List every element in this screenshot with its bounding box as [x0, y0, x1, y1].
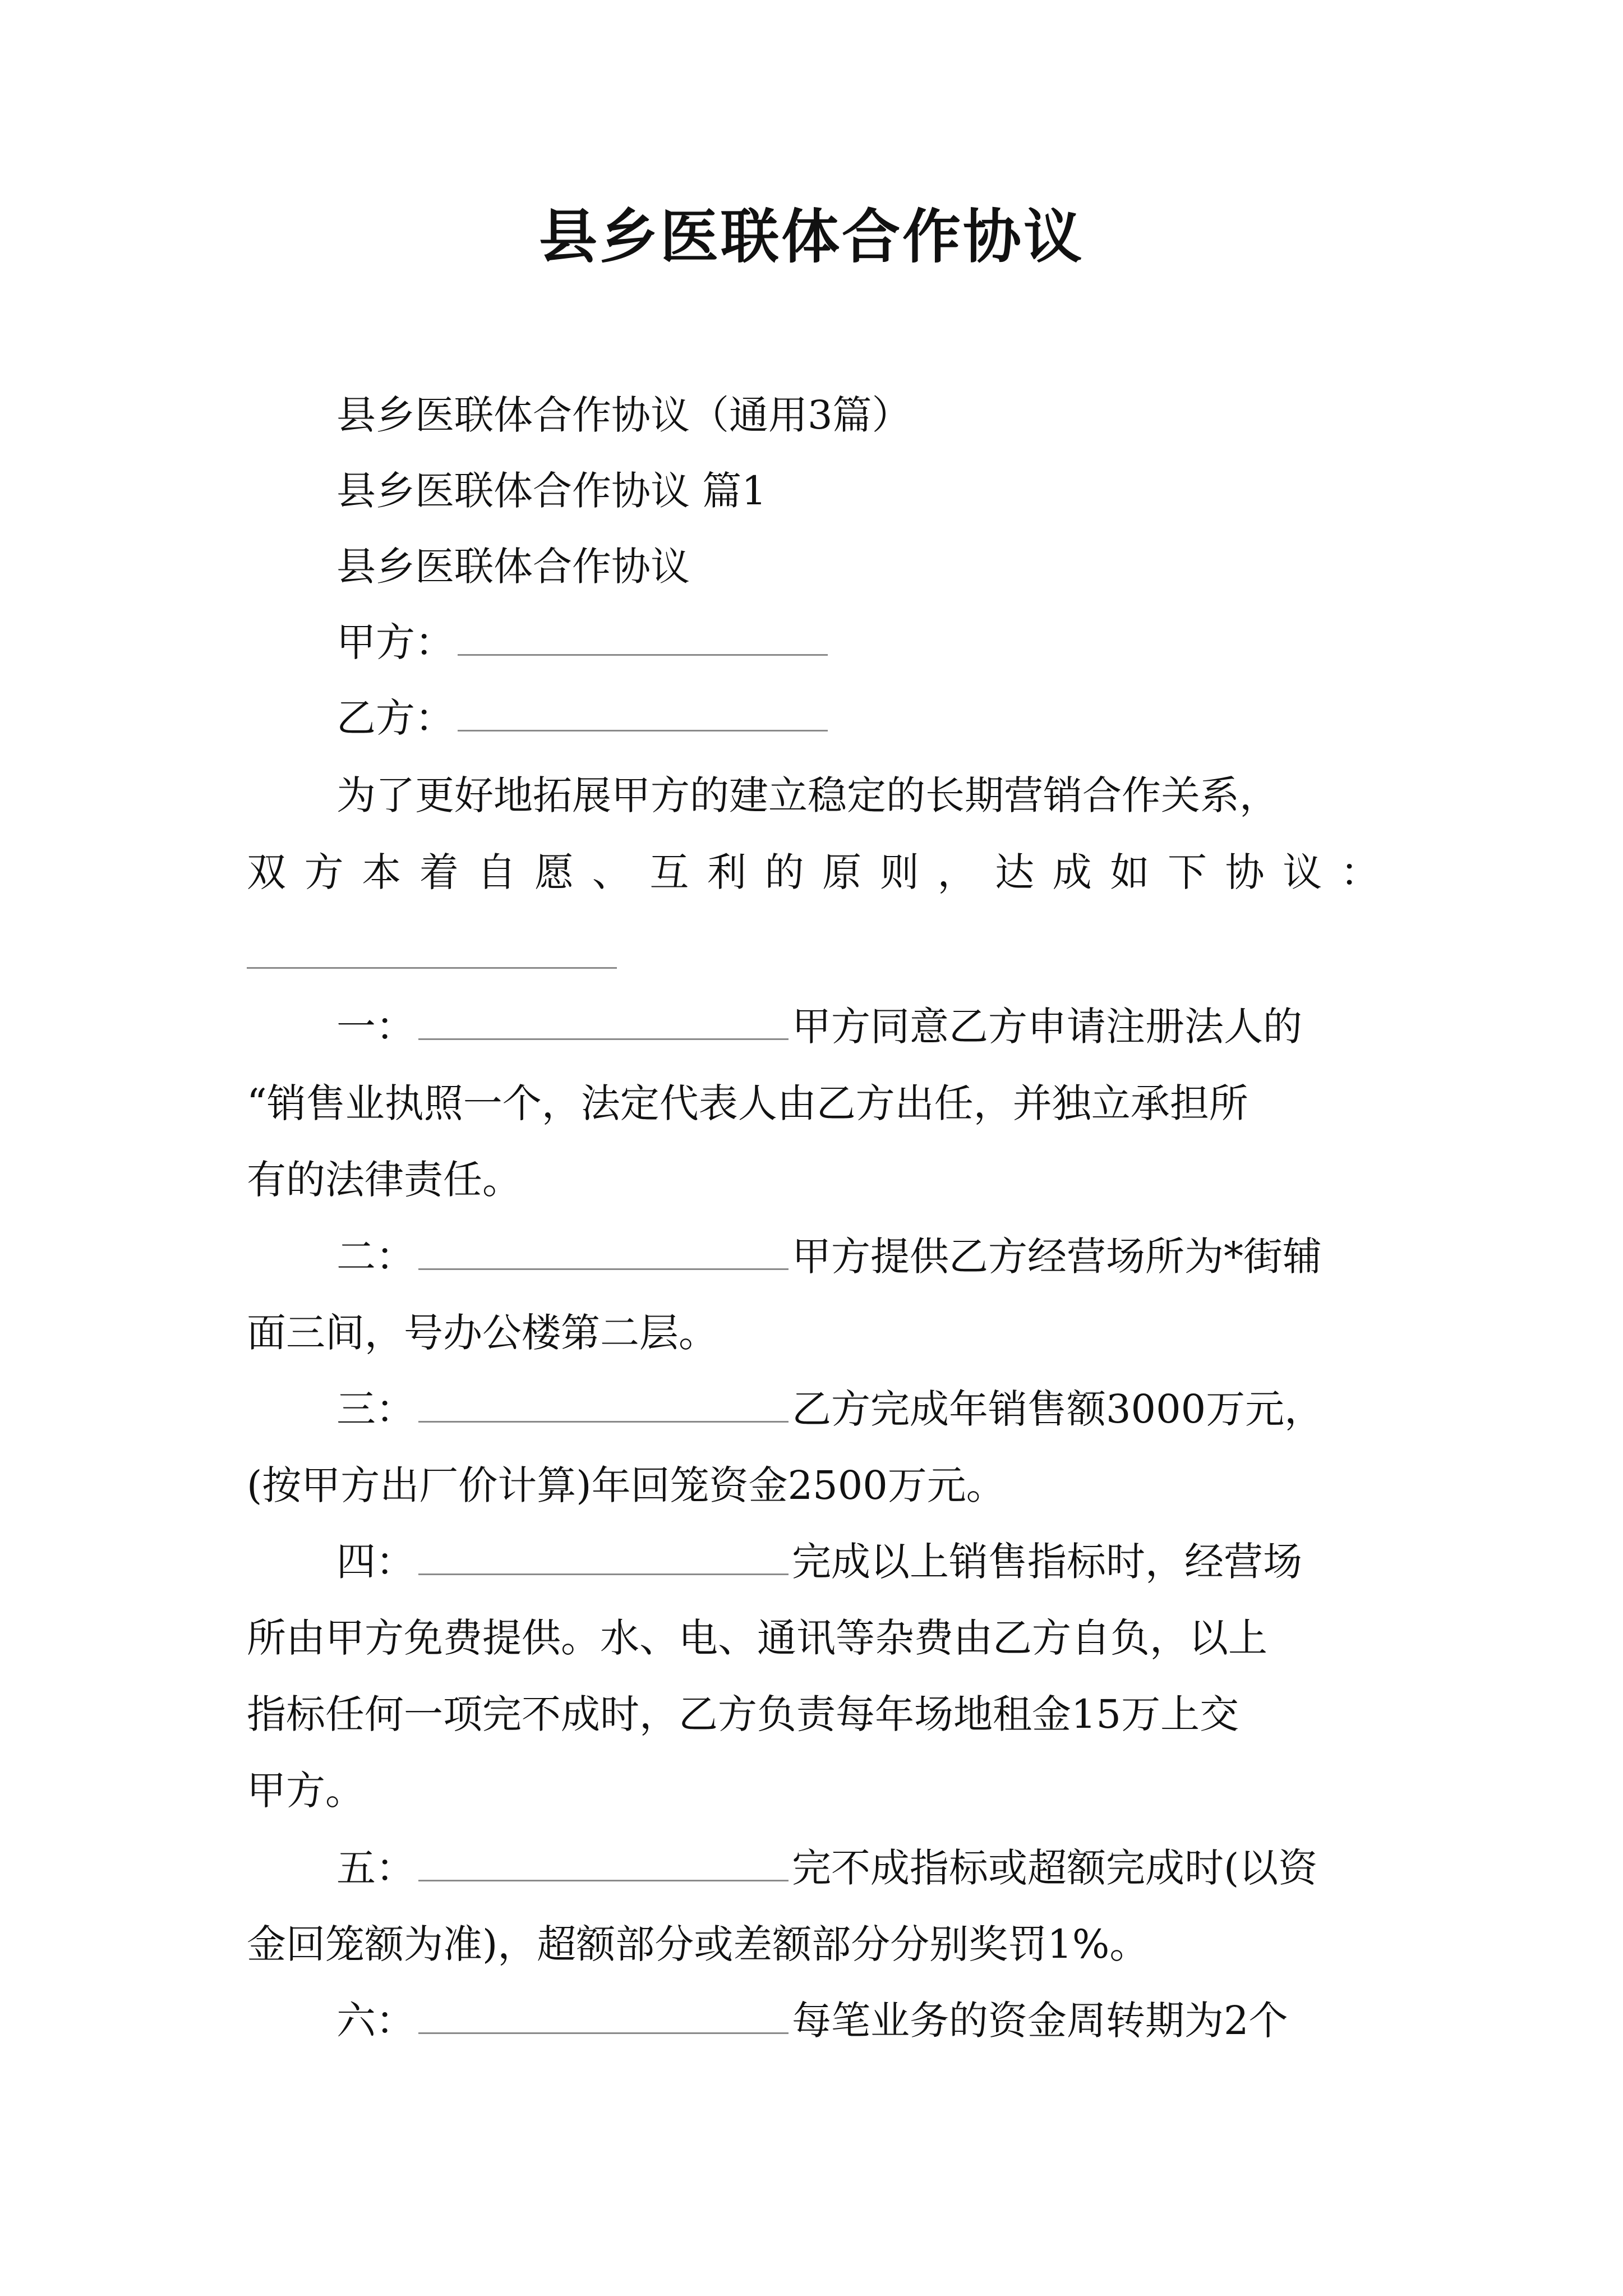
clause-6-text: 每笔业务的资金周转期为2个 — [792, 1998, 1288, 2044]
clause-1-line-2: “销售业执照一个，法定代表人由乙方出任，并独立承担所 — [247, 1080, 1248, 1126]
fill-in-rule — [247, 967, 617, 969]
section-heading: 县乡医联体合作协议 篇1 — [336, 468, 767, 514]
intro-char: 则 — [879, 849, 919, 895]
clause-4-line-2: 所由甲方免费提供。水、电、通讯等杂费由乙方自负，以上 — [247, 1615, 1267, 1661]
clause-6-label: 六： — [336, 1998, 415, 2044]
clause-1-line-3: 有的法律责任。 — [247, 1157, 522, 1203]
clause-4-text: 完成以上销售指标时，经营场 — [792, 1539, 1302, 1585]
intro-char: 愿 — [534, 849, 574, 895]
clause-1-text: 甲方同意乙方申请注册法人的 — [792, 1004, 1302, 1050]
clause-4-blank — [418, 1539, 789, 1575]
clause-4-line-1 — [336, 1534, 1380, 1590]
clause-4-line-3: 指标任何一项完不成时，乙方负责每年场地租金15万上交 — [247, 1691, 1239, 1737]
intro-char: 原 — [822, 849, 862, 895]
clause-5-text: 完不成指标或超额完成时(以资 — [792, 1845, 1318, 1891]
clause-2-line-2: 面三间，号办公楼第二层。 — [247, 1310, 718, 1356]
intro-char: 达 — [995, 849, 1035, 895]
clause-6-line-1 — [336, 1993, 1380, 2049]
intro-char: 的 — [764, 849, 804, 895]
intro-line-1: 为了更好地拓展甲方的建立稳定的长期营销合作关系， — [336, 772, 1279, 818]
document-title: 县乡医联体合作协议 — [538, 202, 1084, 271]
intro-char: 自 — [477, 849, 517, 895]
clause-4-line-4: 甲方。 — [247, 1768, 365, 1814]
clause-2-blank — [418, 1234, 789, 1270]
party-b-line — [336, 690, 1380, 746]
clause-3-line-2: (按甲方出厂价计算)年回笼资金2500万元。 — [247, 1462, 1006, 1508]
clause-2-text: 甲方提供乙方经营场所为*街辅 — [792, 1234, 1322, 1280]
intro-char: 议 — [1283, 849, 1322, 895]
party-b-label: 乙方： — [336, 695, 454, 741]
inner-title: 县乡医联体合作协议 — [336, 544, 690, 590]
intro-char: 互 — [649, 849, 689, 895]
intro-char: ， — [937, 849, 977, 895]
intro-line-2 — [247, 844, 1380, 900]
clause-6-blank — [418, 1998, 789, 2034]
clause-2-line-1 — [336, 1228, 1380, 1285]
clause-3-text: 乙方完成年销售额3000万元， — [792, 1386, 1324, 1432]
party-a-blank — [458, 619, 828, 656]
intro-char: 方 — [304, 849, 344, 895]
clause-3-label: 三： — [336, 1386, 415, 1432]
clause-5-blank — [418, 1845, 789, 1881]
party-a-line — [336, 614, 1380, 670]
document-subtitle: 县乡医联体合作协议（通用3篇） — [336, 392, 911, 438]
intro-char: 本 — [362, 849, 402, 895]
intro-char: 利 — [707, 849, 746, 895]
intro-char: 成 — [1052, 849, 1092, 895]
clause-2-label: 二： — [336, 1234, 415, 1280]
party-a-label: 甲方： — [336, 619, 454, 665]
clause-5-line-1 — [336, 1840, 1380, 1896]
clause-1-label: 一： — [336, 1004, 415, 1050]
clause-1-blank — [418, 1004, 789, 1040]
clause-5-line-2: 金回笼额为准)，超额部分或差额部分分别奖罚1%。 — [247, 1921, 1149, 1967]
intro-char: 着 — [419, 849, 459, 895]
intro-char: ： — [1340, 849, 1380, 895]
intro-char: 协 — [1225, 849, 1265, 895]
clause-4-label: 四： — [336, 1539, 415, 1585]
clause-3-blank — [418, 1386, 789, 1423]
intro-char: 、 — [592, 849, 631, 895]
clause-5-label: 五： — [336, 1845, 415, 1891]
clause-3-line-1 — [336, 1381, 1380, 1437]
party-b-blank — [458, 695, 828, 731]
intro-char: 如 — [1110, 849, 1150, 895]
clause-1-line-1 — [336, 999, 1380, 1055]
intro-char: 双 — [247, 849, 286, 895]
intro-char: 下 — [1168, 849, 1207, 895]
